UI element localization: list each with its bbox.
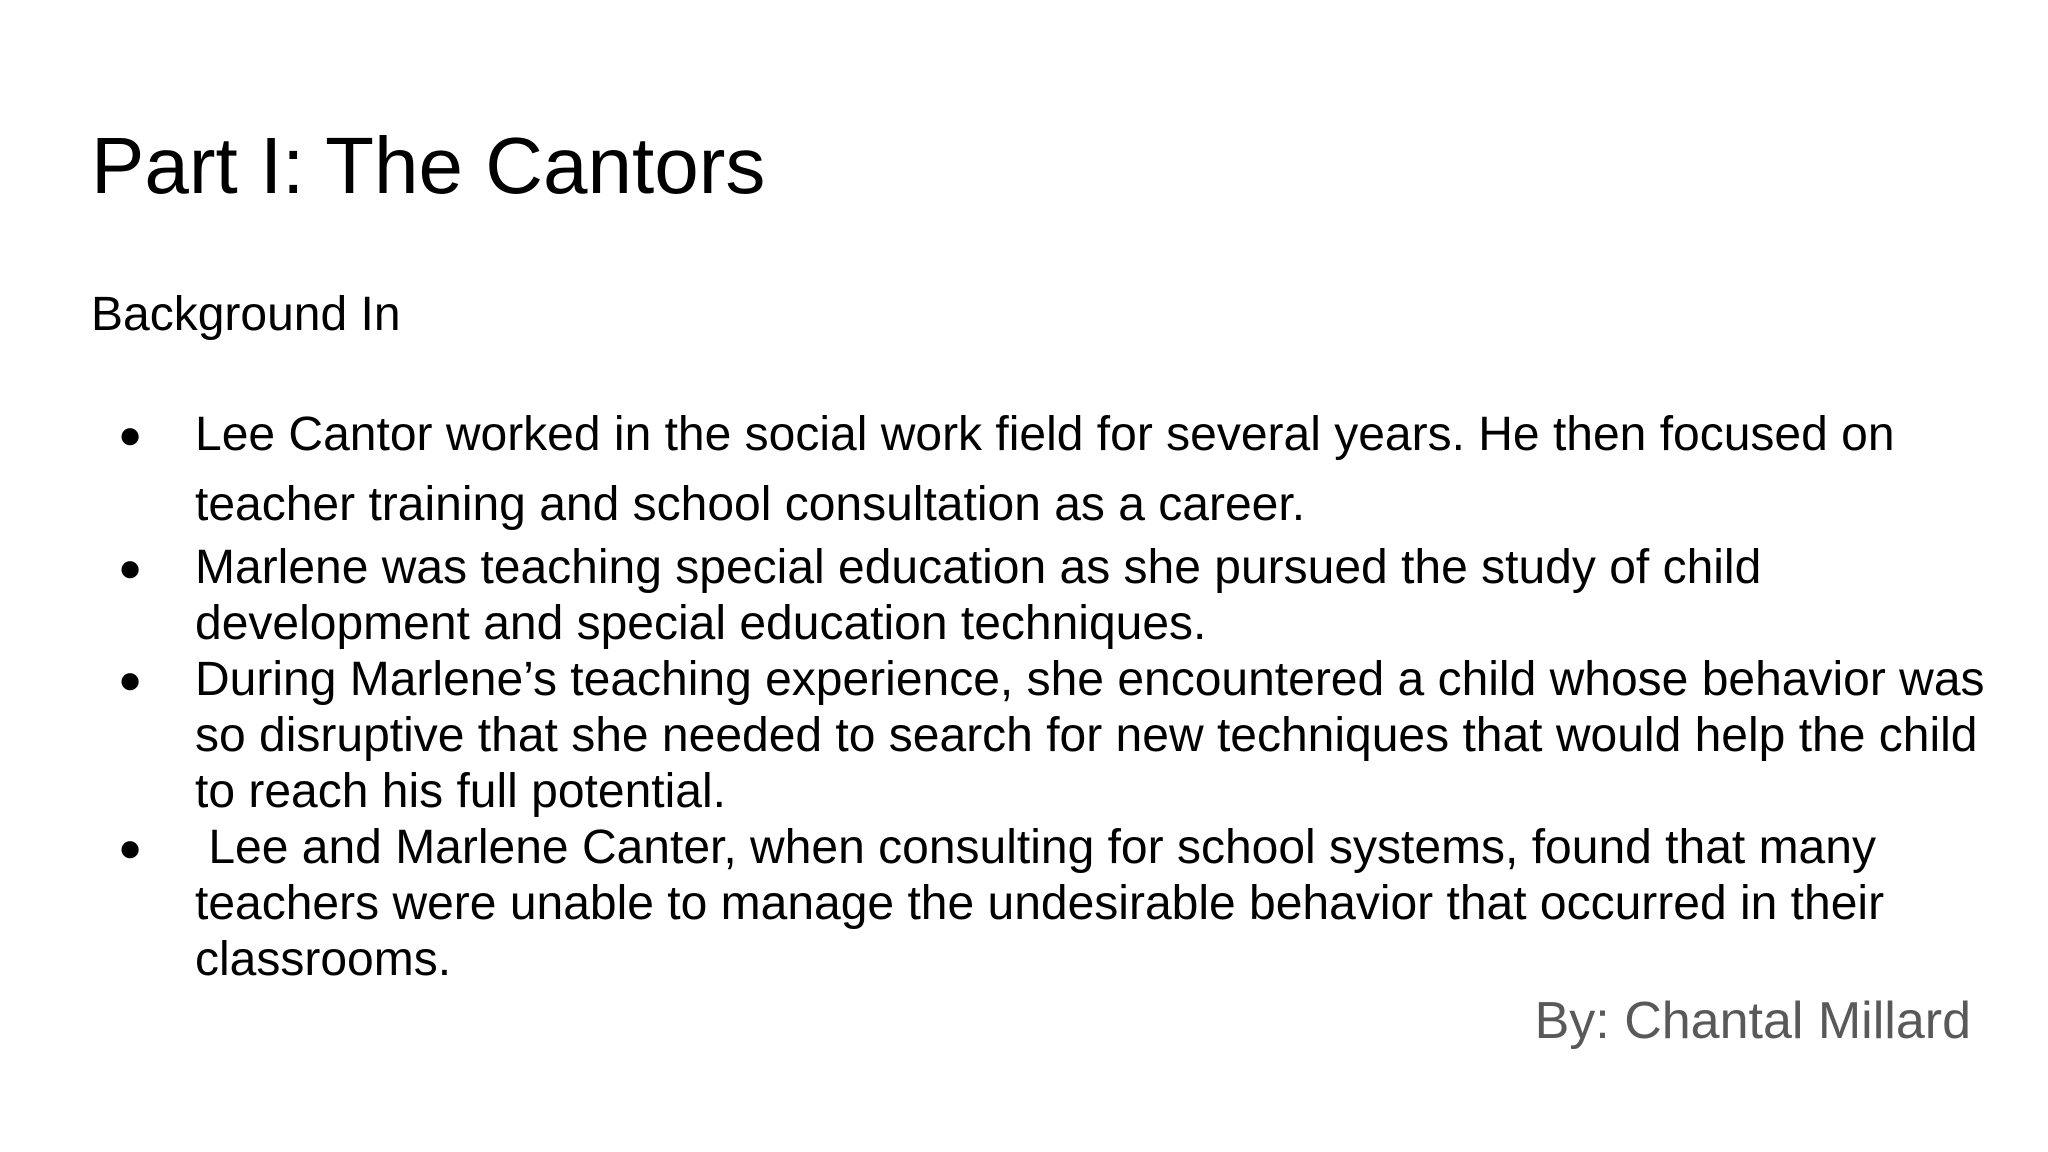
bullet-dot-icon: ● bbox=[118, 826, 143, 870]
bullet-text: Lee Cantor worked in the social work field for several years. He then focused on teacher training and school consultation as a career. bbox=[195, 408, 1895, 531]
bullet-dot-icon: ● bbox=[118, 546, 143, 590]
bullet-text: Marlene was teaching special education as she pursued the study of child development and special education techniques. bbox=[195, 541, 1762, 650]
bullet-text: During Marlene’s teaching experience, she encountered a child whose behavior was so disruptive that she needed to search for new techniques that would help the child to reach his full potential. bbox=[195, 653, 1985, 818]
slide-subtitle: Background In bbox=[91, 288, 401, 341]
bullet-item bbox=[0, 820, 2000, 988]
bullet-list bbox=[0, 400, 2000, 988]
bullet-item bbox=[0, 540, 2000, 652]
bullet-text: Lee and Marlene Canter, when consulting for school systems, found that many teachers were unable to manage the undesirable behavior that occurred in their classrooms. bbox=[195, 821, 1898, 986]
bullet-item bbox=[0, 652, 2000, 820]
bullet-dot-icon: ● bbox=[118, 658, 143, 702]
bullet-dot-icon: ● bbox=[118, 413, 143, 457]
author-byline: By: Chantal Millard bbox=[1534, 992, 1971, 1050]
slide-title: Part I: The Cantors bbox=[91, 121, 766, 210]
bullet-item bbox=[0, 400, 2000, 540]
